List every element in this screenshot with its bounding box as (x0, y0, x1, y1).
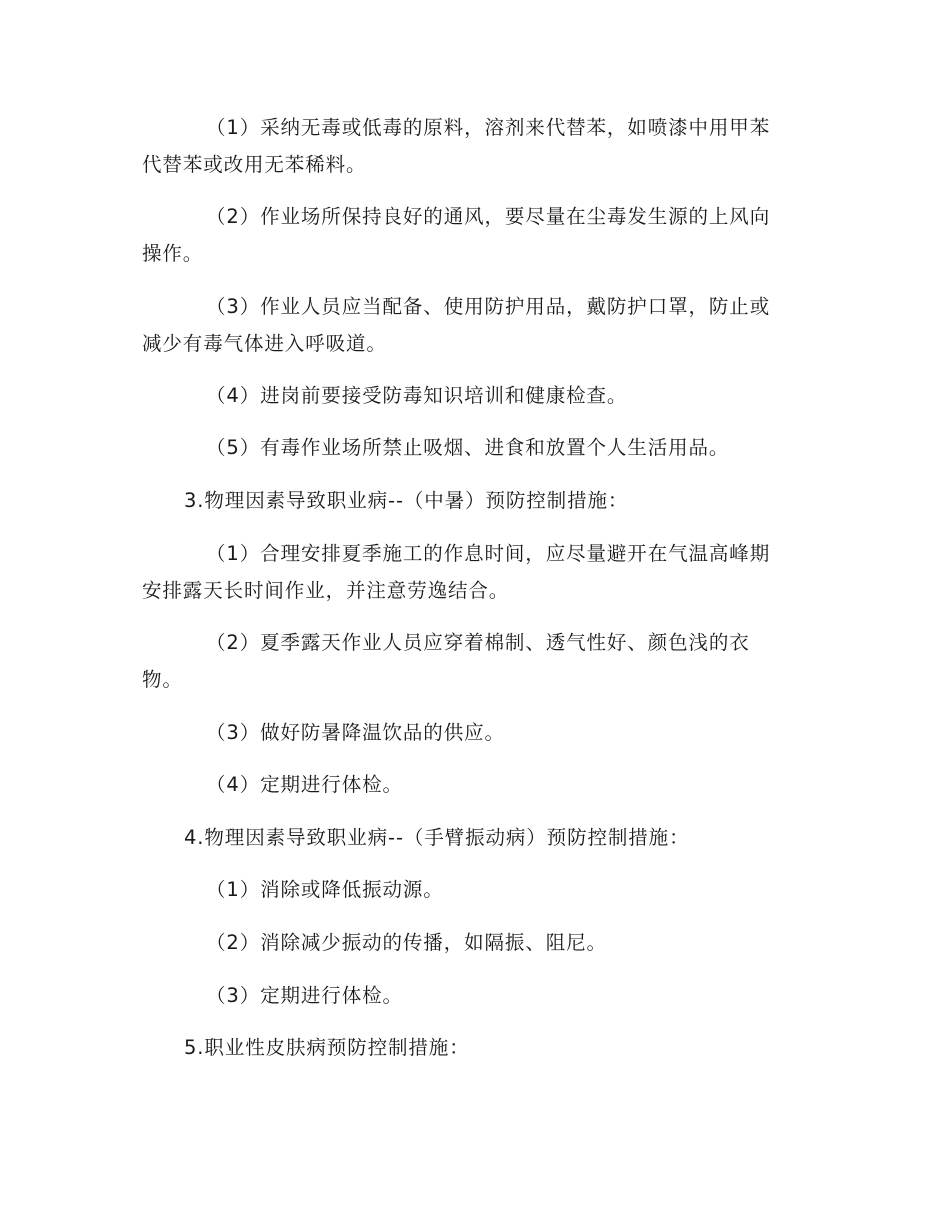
paragraph-line: （3）定期进行体检。 (206, 984, 403, 1007)
paragraph-line: （1）合理安排夏季施工的作息时间，应尽量避开在气温高峰期 (206, 542, 771, 565)
paragraph-line: （4）进岗前要接受防毒知识培训和健康检查。 (206, 384, 628, 407)
section-heading: 3.物理因素导致职业病--（中暑）预防控制措施： (184, 489, 629, 512)
paragraph-line: （3）做好防暑降温饮品的供应。 (206, 721, 505, 744)
paragraph-line: 安排露天长时间作业，并注意劳逸结合。 (142, 579, 510, 602)
section-heading: 5.职业性皮肤病预防控制措施： (184, 1036, 470, 1059)
paragraph-line: （5）有毒作业场所禁止吸烟、进食和放置个人生活用品。 (206, 436, 730, 459)
paragraph-line: （1）消除或降低振动源。 (206, 878, 444, 901)
paragraph-line: （2）消除减少振动的传播，如隔振、阻尼。 (206, 931, 607, 954)
paragraph-line: （2）作业场所保持良好的通风，要尽量在尘毒发生源的上风向 (206, 205, 771, 228)
paragraph-line: 物。 (142, 668, 183, 691)
paragraph-line: 操作。 (142, 242, 204, 265)
paragraph-line: 代替苯或改用无苯稀料。 (142, 153, 367, 176)
section-heading: 4.物理因素导致职业病--（手臂振动病）预防控制措施： (184, 826, 690, 849)
paragraph-line: （4）定期进行体检。 (206, 773, 403, 796)
paragraph-line: 减少有毒气体进入呼吸道。 (142, 332, 387, 355)
paragraph-line: （1）采纳无毒或低毒的原料，溶剂来代替苯，如喷漆中用甲苯 (206, 116, 771, 139)
paragraph-line: （2）夏季露天作业人员应穿着棉制、透气性好、颜色浅的衣 (206, 631, 750, 654)
paragraph-line: （3）作业人员应当配备、使用防护用品，戴防护口罩，防止或 (206, 295, 771, 318)
